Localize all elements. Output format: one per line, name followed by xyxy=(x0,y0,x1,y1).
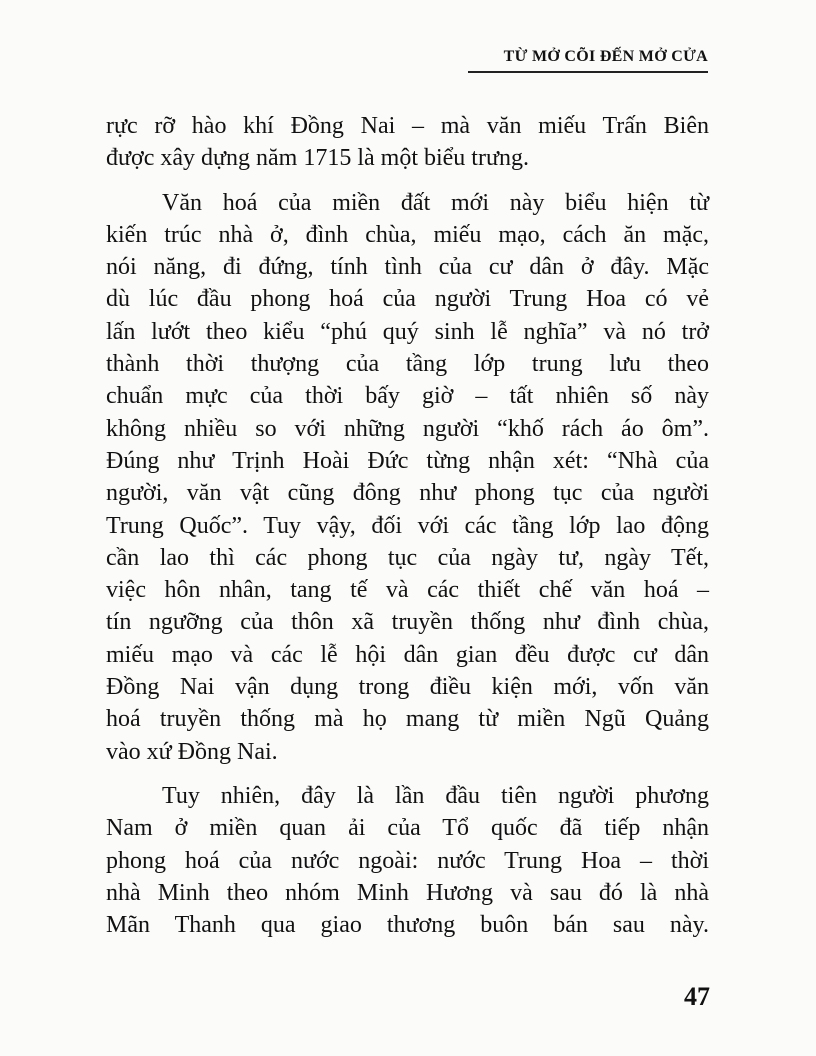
text-line: kiến trúc nhà ở, đình chùa, miếu mạo, cách ăn mặc, xyxy=(106,221,709,248)
page-number: 47 xyxy=(684,982,710,1011)
running-header: TỪ MỞ CÕI ĐẾN MỞ CỬA xyxy=(468,48,708,73)
text-line: Tuy nhiên, đây là lần đầu tiên người phương xyxy=(162,782,709,809)
text-line: nhà Minh theo nhóm Minh Hương và sau đó là nhà xyxy=(106,879,709,906)
text-line: tín ngưỡng của thôn xã truyền thống như đình chùa, xyxy=(106,609,709,636)
text-line: được xây dựng năm 1715 là một biểu trưng. xyxy=(106,145,529,172)
text-line: miếu mạo và các lễ hội dân gian đều được cư dân xyxy=(106,641,709,668)
text-line: rực rỡ hào khí Đồng Nai – mà văn miếu Trấn Biên xyxy=(106,113,709,139)
text-line: chuẩn mực của thời bấy giờ – tất nhiên số này xyxy=(106,383,709,410)
text-line: nói năng, đi đứng, tính tình của cư dân ở đây. Mặc xyxy=(106,254,709,281)
paragraph-3 xyxy=(106,780,709,941)
paragraph-2 xyxy=(106,187,709,768)
text-line: Trung Quốc”. Tuy vậy, đối với các tầng lớp lao động xyxy=(106,512,709,539)
text-line: người, văn vật cũng đông như phong tục của người xyxy=(106,480,709,507)
text-line: thành thời thượng của tầng lớp trung lưu theo xyxy=(106,351,709,378)
text-line: Đồng Nai vận dụng trong điều kiện mới, vốn văn xyxy=(106,674,709,701)
text-line: cần lao thì các phong tục của ngày tư, ngày Tết, xyxy=(106,544,709,571)
text-line: lấn lướt theo kiểu “phú quý sinh lễ nghĩa” và nó trở xyxy=(106,318,709,345)
text-line: Mãn Thanh qua giao thương buôn bán sau này. xyxy=(106,912,709,939)
text-line: không nhiều so với những người “khố rách áo ôm”. xyxy=(106,415,709,442)
text-line: dù lúc đầu phong hoá của người Trung Hoa có vẻ xyxy=(106,286,709,313)
text-line: phong hoá của nước ngoài: nước Trung Hoa – thời xyxy=(106,847,709,874)
text-line: việc hôn nhân, tang tế và các thiết chế văn hoá – xyxy=(106,577,709,604)
text-line: Văn hoá của miền đất mới này biểu hiện từ xyxy=(162,189,709,216)
text-line: Đúng như Trịnh Hoài Đức từng nhận xét: “Nhà của xyxy=(106,447,709,474)
paragraph-1 xyxy=(106,110,709,175)
text-line: hoá truyền thống mà họ mang từ miền Ngũ Quảng xyxy=(106,706,709,733)
text-line: vào xứ Đồng Nai. xyxy=(106,738,278,765)
body-text xyxy=(106,110,709,941)
text-line: Nam ở miền quan ải của Tổ quốc đã tiếp nhận xyxy=(106,815,709,842)
